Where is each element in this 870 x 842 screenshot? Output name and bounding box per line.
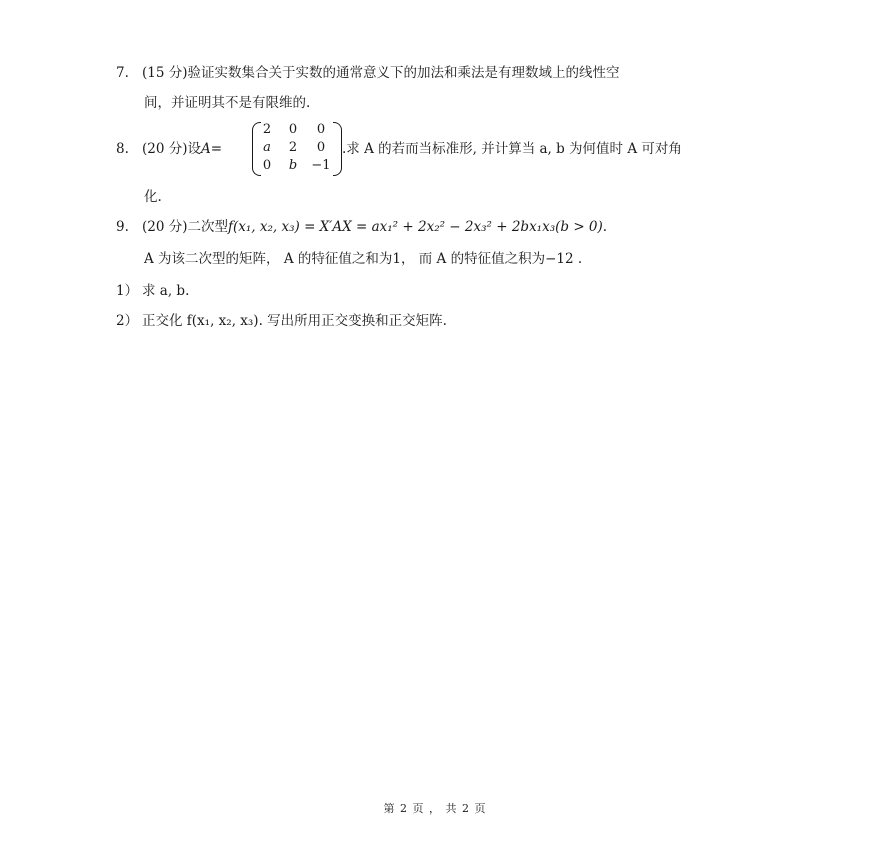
equals-sign: = [210, 141, 223, 157]
page-footer: 第 2 页 ， 共 2 页 [383, 802, 487, 815]
question-9-end: . [602, 219, 608, 235]
quadratic-form-formula: f(x₁, x₂, x₃) = X′AX = ax₁² + 2x₂² − 2x₃² + 2bx₁x₃(b > 0) [228, 219, 603, 235]
question-8-number: 8. [116, 141, 129, 157]
matrix-cell-0-0: 2 [262, 122, 272, 137]
question-8-line-2: 化. [144, 189, 162, 205]
matrix-A [252, 122, 342, 176]
matrix-cell-2-1: b [288, 158, 298, 173]
question-9-line-2: A 为该二次型的矩阵， A 的特征值之和为1， 而 A 的特征值之积为−12 . [144, 251, 583, 267]
matrix-cell-0-2: 0 [316, 122, 326, 137]
question-9-sub-2 [116, 312, 447, 330]
question-9-sub-1 [116, 282, 189, 300]
matrix-cell-2-2: −1 [311, 158, 331, 173]
question-7-line-2: 间，并证明其不是有限维的. [144, 95, 311, 111]
matrix-cell-0-1: 0 [288, 122, 298, 137]
matrix-cell-1-2: 0 [316, 140, 326, 155]
question-9-prefix: (20 分)二次型 [142, 219, 229, 235]
question-7-text: (15 分)验证实数集合关于实数的通常意义下的加法和乘法是有理数域上的线性空 [142, 65, 620, 81]
question-7-number: 7. [116, 65, 129, 81]
matrix-var-a: A [201, 141, 211, 157]
question-8-line-1 [116, 140, 222, 158]
matrix-right-bracket [333, 122, 342, 176]
question-7-line-1 [116, 64, 620, 82]
matrix-cell-2-0: 0 [262, 158, 272, 173]
matrix-cell-1-0: a [263, 140, 271, 155]
matrix-cell-1-1: 2 [288, 140, 298, 155]
sub-1-label: 1） [116, 283, 139, 299]
question-8-suffix: .求 A 的若而当标准形, 并计算当 a, b 为何值时 A 可对角 [342, 141, 682, 157]
question-8-prefix: (20 分)设 [142, 141, 202, 157]
sub-2-text: 正交化 f(x₁, x₂, x₃). 写出所用正交变换和正交矩阵. [142, 313, 447, 329]
sub-2-label: 2） [116, 313, 139, 329]
sub-1-text: 求 a, b. [142, 283, 190, 299]
question-9-number: 9. [116, 219, 129, 235]
question-9-line-1 [116, 218, 607, 236]
